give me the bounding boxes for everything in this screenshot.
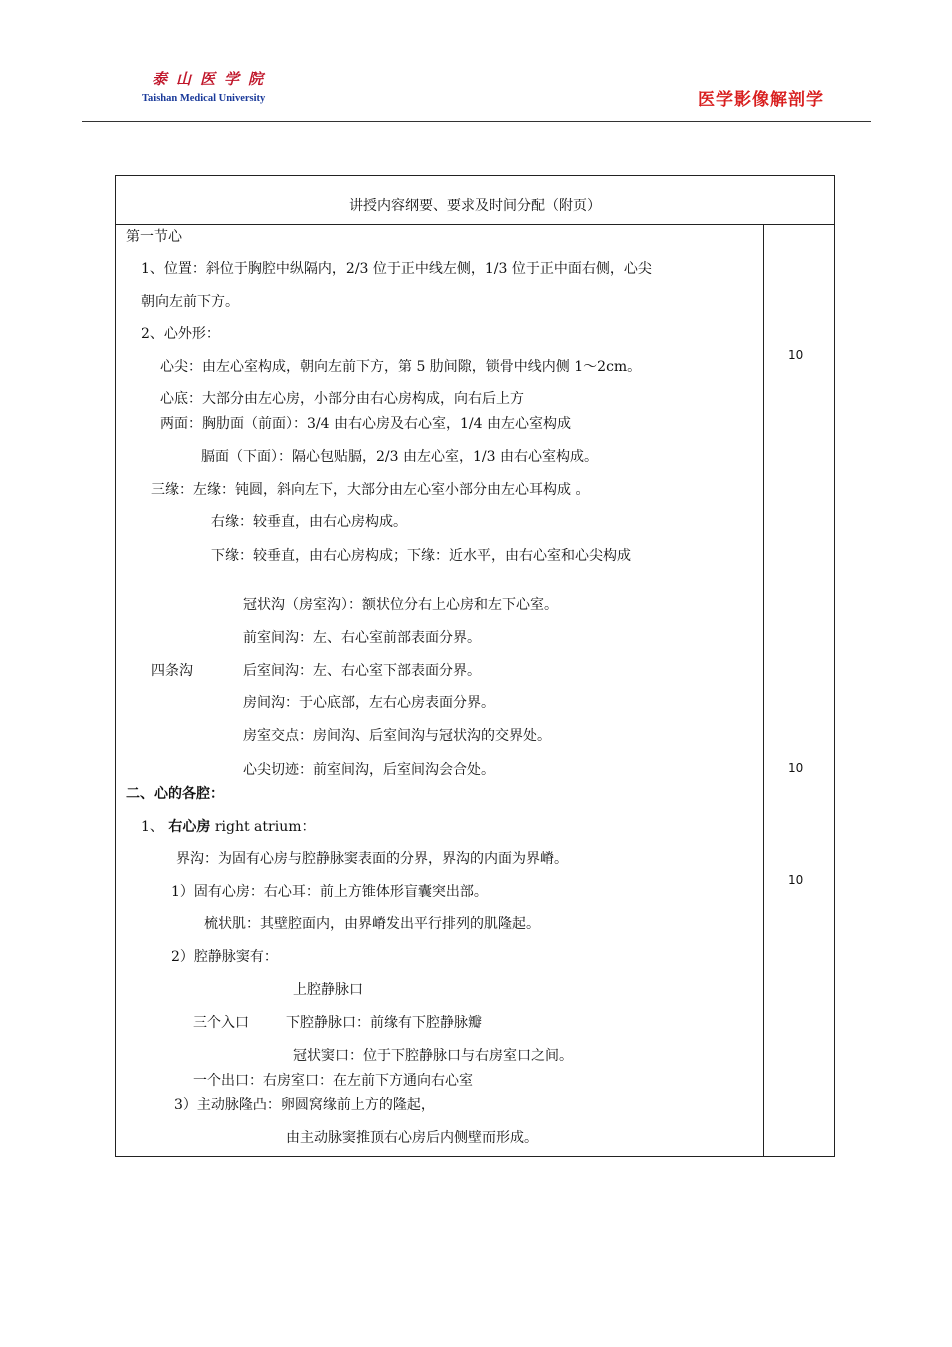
header-rule xyxy=(82,121,871,122)
school-logo-cn: 泰山医学院 xyxy=(152,70,273,88)
content-line: 三缘：左缘：钝圆，斜向左下，大部分由左心室小部分由左心耳构成 。 xyxy=(151,482,590,498)
content-line xyxy=(141,818,316,836)
content-line: 心底：大部分由左心房，小部分由右心房构成，向右后上方 xyxy=(160,391,524,407)
content-line: 心尖：由左心室构成，朝向左前下方，第 5 肋间隙，锁骨中线内侧 1～2cm。 xyxy=(160,359,642,375)
content-line: 界沟：为固有心房与腔静脉窦表面的分界，界沟的内面为界嵴。 xyxy=(176,851,568,867)
lecture-table xyxy=(115,175,835,1157)
content-line: 上腔静脉口 xyxy=(293,982,363,998)
content-line: 由主动脉窦推顶右心房后内侧壁而形成。 xyxy=(286,1130,538,1146)
content-line: 朝向左前下方。 xyxy=(141,294,239,310)
term-bold: 右心房 xyxy=(168,819,211,835)
content-line: 两面：胸肋面（前面）：3/4 由右心房及右心室，1/4 由左心室构成 xyxy=(160,416,571,432)
content-line: 后室间沟：左、右心室下部表面分界。 xyxy=(243,663,481,679)
content-line: 2）腔静脉窦有： xyxy=(171,949,278,965)
item-number: 1、 xyxy=(141,819,164,835)
time-allocation: 10 xyxy=(788,873,804,887)
table-title: 讲授内容纲要、要求及时间分配（附页） xyxy=(349,198,601,214)
term-en: right atrium： xyxy=(214,819,316,835)
course-title: 医学影像解剖学 xyxy=(698,90,824,110)
content-line: 三个入口 xyxy=(193,1015,249,1031)
content-line: 2、心外形： xyxy=(141,326,220,342)
time-allocation: 10 xyxy=(788,348,804,362)
table-header-row xyxy=(116,176,834,225)
content-line: 右缘：较垂直，由右心房构成。 xyxy=(211,514,407,530)
content-line: 心尖切迹：前室间沟，后室间沟会合处。 xyxy=(243,762,495,778)
content-line: 下腔静脉口：前缘有下腔静脉瓣 xyxy=(286,1015,482,1031)
column-divider xyxy=(763,224,764,1156)
content-line: 第一节心 xyxy=(126,229,182,245)
content-line: 冠状沟（房室沟）：额状位分右上心房和左下心室。 xyxy=(243,597,558,613)
content-line: 1）固有心房：右心耳：前上方锥体形盲囊突出部。 xyxy=(171,884,488,900)
school-logo-en: Taishan Medical University xyxy=(142,93,266,104)
section-heading: 二、心的各腔： xyxy=(126,786,224,802)
content-line: 1、位置：斜位于胸腔中纵隔内，2/3 位于正中线左侧，1/3 位于正中面右侧，心尖 xyxy=(141,261,652,277)
content-line: 前室间沟：左、右心室前部表面分界。 xyxy=(243,630,481,646)
content-line: 3）主动脉隆凸：卵圆窝缘前上方的隆起， xyxy=(174,1097,435,1113)
content-line: 梳状肌：其壁腔面内，由界嵴发出平行排列的肌隆起。 xyxy=(204,916,540,932)
content-line: 膈面（下面）：隔心包贴膈，2/3 由左心室，1/3 由右心室构成。 xyxy=(201,449,598,465)
content-line: 一个出口：右房室口：在左前下方通向右心室 xyxy=(193,1073,473,1089)
time-allocation: 10 xyxy=(788,761,804,775)
content-line: 房间沟：于心底部，左右心房表面分界。 xyxy=(243,695,495,711)
content-line: 冠状窦口：位于下腔静脉口与右房室口之间。 xyxy=(293,1048,573,1064)
content-line: 房室交点：房间沟、后室间沟与冠状沟的交界处。 xyxy=(243,728,551,744)
content-line: 下缘：较垂直，由右心房构成；下缘：近水平，由右心室和心尖构成 xyxy=(211,548,631,564)
content-line: 四条沟 xyxy=(151,663,193,679)
